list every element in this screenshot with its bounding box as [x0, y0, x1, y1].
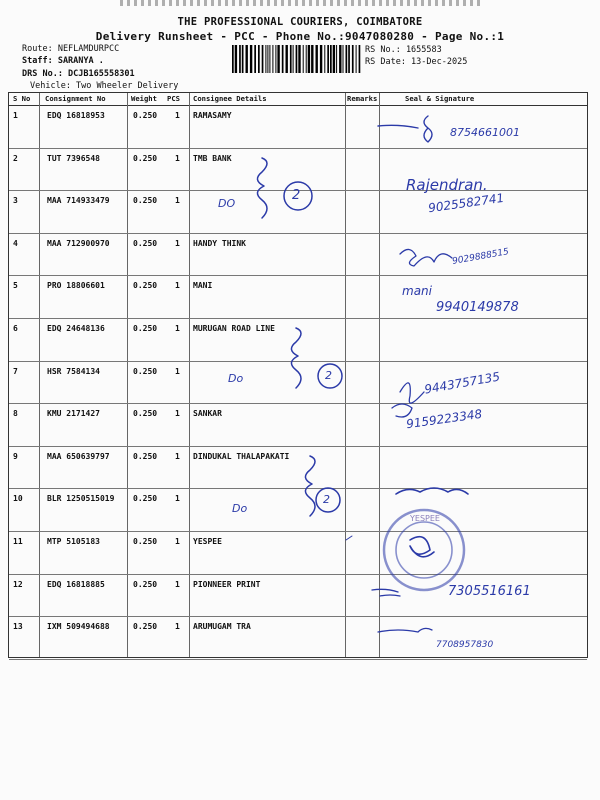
signature-3-phone: 9025582741 [427, 190, 505, 216]
col-consignee: Consignee Details [193, 94, 267, 103]
cell-pcs: 1 [175, 579, 180, 589]
cell-consignee: PIONNEER PRINT [193, 579, 261, 589]
cell-sno: 7 [13, 366, 18, 376]
cell-weight: 0.250 [133, 281, 158, 291]
signature-5-name: mani [402, 284, 432, 298]
cell-consignment-no: TUT 7396548 [47, 153, 100, 163]
cell-consignee: RAMASAMY [193, 111, 232, 120]
barcode-image [232, 45, 362, 73]
top-edge-marks [120, 0, 480, 6]
cell-pcs: 1 [175, 281, 180, 291]
vehicle-label: Vehicle: Two Wheeler Delivery [30, 81, 179, 91]
cell-consignment-no: EDQ 16818885 [47, 579, 105, 589]
cell-sno: 1 [13, 111, 18, 120]
do-mark-2: Do [228, 372, 244, 385]
cell-pcs: 1 [175, 196, 180, 206]
cell-pcs: 1 [175, 537, 180, 546]
cell-consignee: SANKAR [193, 409, 222, 419]
cell-pcs: 1 [175, 622, 180, 632]
col-sno: S No [13, 94, 31, 103]
rs-number: RS No.: 1655583 [365, 45, 442, 55]
cell-consignee: HANDY THINK [193, 238, 246, 248]
table-row [9, 403, 587, 447]
cell-weight: 0.250 [133, 409, 158, 419]
signature-1-phone: 8754661001 [450, 126, 520, 139]
do-mark-3: Do [232, 502, 248, 515]
cell-consignment-no: KMU 2171427 [47, 409, 100, 419]
cell-pcs: 1 [175, 111, 180, 120]
cell-weight: 0.250 [133, 451, 158, 461]
cell-weight: 0.250 [133, 622, 158, 632]
do-mark-1: DO [218, 197, 236, 210]
cell-consignment-no: PRO 18806601 [47, 281, 105, 291]
col-seal-signature: Seal & Signature [405, 94, 475, 103]
cell-weight: 0.250 [133, 494, 158, 504]
cell-sno: 2 [13, 153, 18, 163]
drs-number: DRS No.: DCJB165558301 [22, 69, 135, 79]
table-row [9, 488, 587, 532]
cell-weight: 0.250 [133, 111, 158, 120]
signature-4-phone: 9029888515 [451, 247, 510, 267]
cell-consignee: MURUGAN ROAD LINE [193, 324, 275, 333]
cell-consignee: ARUMUGAM TRA [193, 622, 251, 632]
cell-consignment-no: IXM 509494688 [47, 622, 110, 632]
cell-sno: 6 [13, 324, 18, 333]
runsheet-table [8, 92, 588, 658]
cell-weight: 0.250 [133, 579, 158, 589]
stamp-text: YESPEE [410, 514, 440, 523]
cell-pcs: 1 [175, 366, 180, 376]
cell-sno: 13 [13, 622, 23, 632]
company-title: THE PROFESSIONAL COURIERS, COIMBATORE [177, 16, 423, 28]
cell-consignee: YESPEE [193, 537, 222, 546]
cell-sno: 11 [13, 537, 23, 546]
col-weight: Weight [131, 94, 157, 103]
cell-sno: 4 [13, 238, 18, 248]
cell-pcs: 1 [175, 153, 180, 163]
count-mark-1: 2 [292, 188, 301, 203]
cell-sno: 8 [13, 409, 18, 419]
col-pcs: PCS [167, 94, 180, 103]
cell-weight: 0.250 [133, 537, 158, 546]
cell-weight: 0.250 [133, 324, 158, 333]
cell-pcs: 1 [175, 238, 180, 248]
cell-weight: 0.250 [133, 196, 158, 206]
cell-pcs: 1 [175, 451, 180, 461]
count-mark-3: 2 [323, 493, 330, 506]
table-row [9, 148, 587, 192]
signature-12-phone: 7305516161 [448, 584, 531, 599]
cell-sno: 5 [13, 281, 18, 291]
signature-7-phone: 9443757135 [423, 369, 501, 397]
cell-consignee: TMB BANK [193, 153, 232, 163]
cell-sno: 9 [13, 451, 18, 461]
cell-pcs: 1 [175, 494, 180, 504]
cell-weight: 0.250 [133, 153, 158, 163]
cell-consignment-no: EDQ 24648136 [47, 324, 105, 333]
signature-13-phone: 7708957830 [436, 640, 494, 650]
cell-consignee: DINDUKAL THALAPAKATI [193, 451, 290, 461]
cell-consignment-no: MTP 5105183 [47, 537, 100, 546]
cell-consignment-no: BLR 1250515019 [47, 494, 115, 504]
table-row [9, 318, 587, 362]
cell-sno: 3 [13, 196, 18, 206]
cell-consignment-no: MAA 712900970 [47, 238, 110, 248]
table-row [9, 446, 587, 490]
col-remarks: Remarks [347, 94, 378, 103]
cell-consignment-no: MAA 714933479 [47, 196, 110, 206]
cell-pcs: 1 [175, 324, 180, 333]
table-row [9, 531, 587, 575]
rs-date: RS Date: 13-Dec-2025 [365, 57, 468, 67]
signature-5-phone: 9940149878 [436, 300, 519, 315]
staff-label: Staff: SARANYA . [22, 56, 104, 66]
signature-8-phone: 9159223348 [405, 406, 483, 432]
cell-consignment-no: MAA 650639797 [47, 451, 110, 461]
route-label: Route: NEFLAMDURPCC [22, 44, 120, 54]
runsheet-title: Delivery Runsheet - PCC - Phone No.:9047080280 - Page No.:1 [95, 30, 505, 43]
signature-3-name: Rajendran. [406, 176, 488, 194]
cell-weight: 0.250 [133, 366, 158, 376]
cell-sno: 12 [13, 579, 23, 589]
col-consignment: Consignment No [45, 94, 106, 103]
cell-consignee: MANI [193, 281, 213, 291]
cell-weight: 0.250 [133, 238, 158, 248]
count-mark-2: 2 [325, 369, 332, 382]
cell-consignment-no: HSR 7584134 [47, 366, 100, 376]
cell-pcs: 1 [175, 409, 180, 419]
table-row [9, 616, 587, 660]
cell-consignment-no: EDQ 16818953 [47, 111, 105, 120]
cell-sno: 10 [13, 494, 23, 504]
